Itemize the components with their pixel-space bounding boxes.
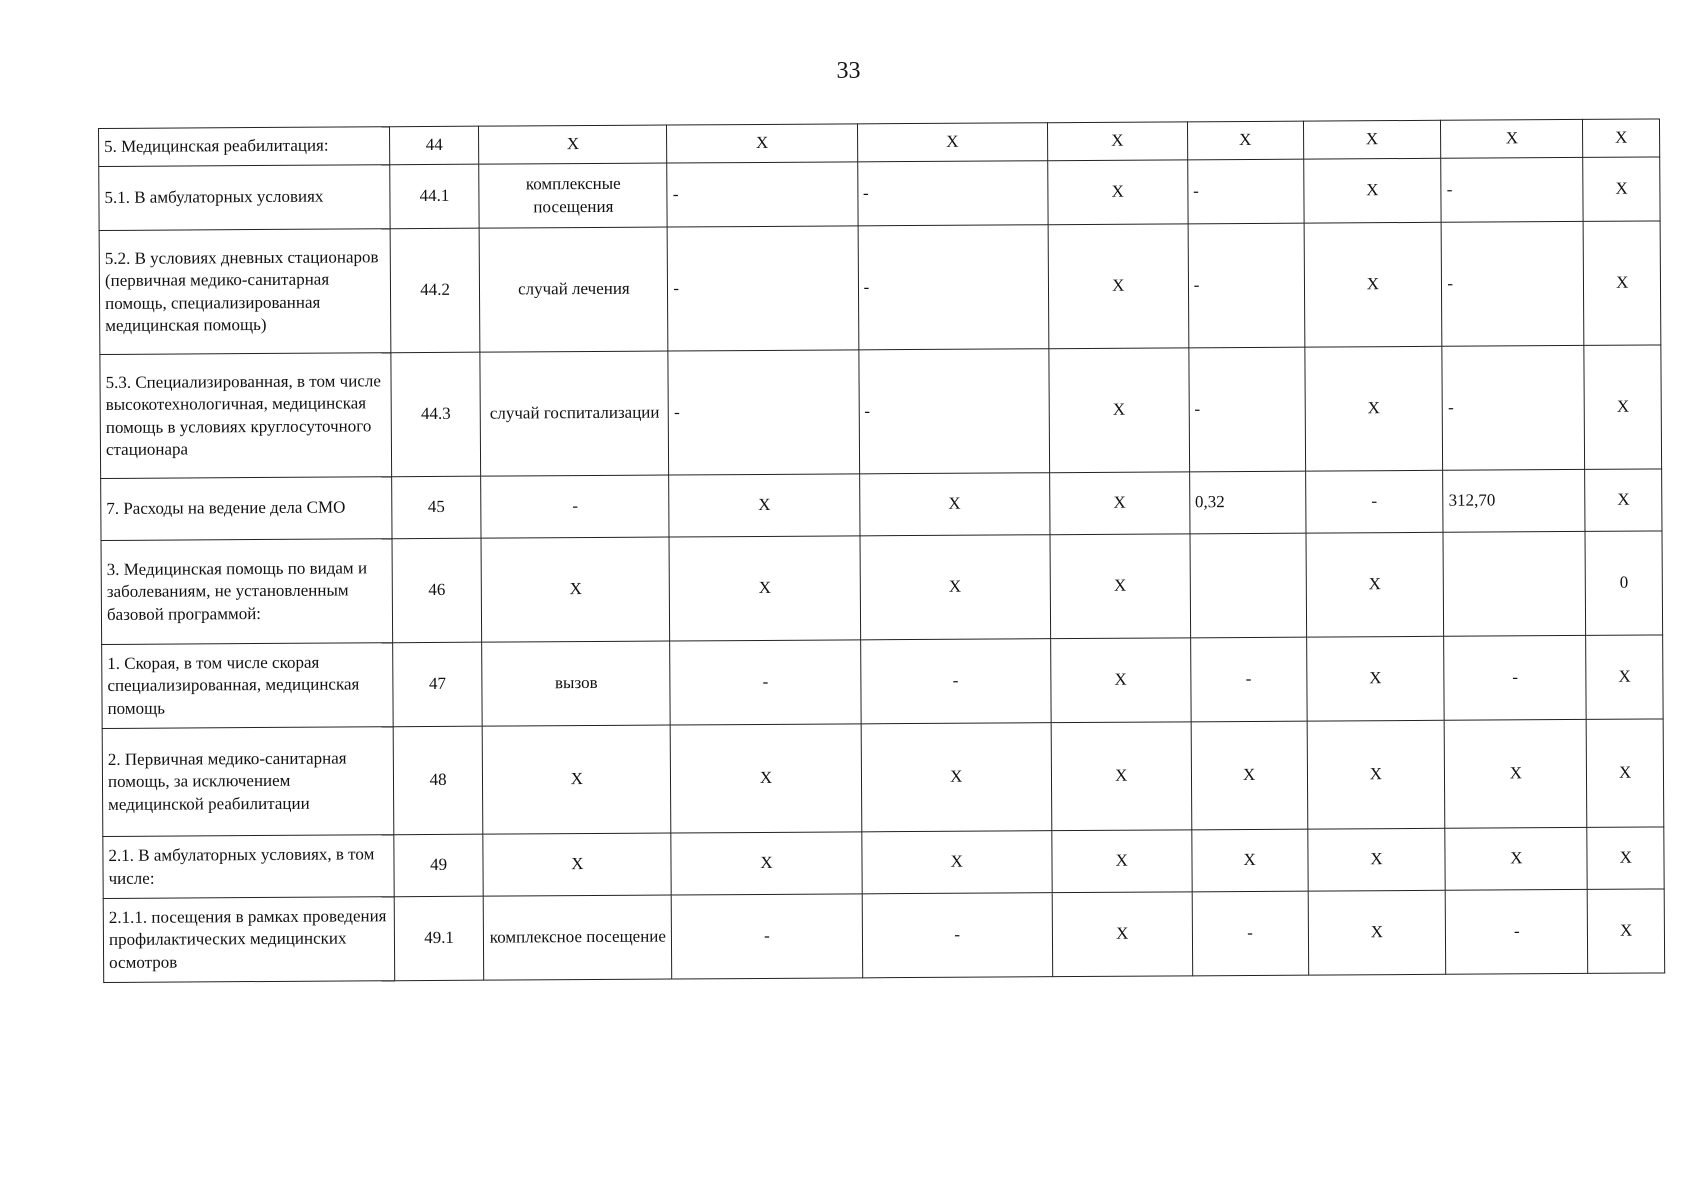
row-code-cell: 47 [392, 642, 482, 727]
row-code-cell: 44 [389, 126, 479, 165]
value-cell: - [667, 162, 858, 227]
value-cell: Х [1304, 222, 1442, 347]
value-cell: - [672, 894, 863, 979]
value-cell: Х [1303, 158, 1441, 223]
value-cell: Х [1191, 721, 1308, 830]
table-body [99, 119, 1665, 983]
value-cell: - [1190, 637, 1306, 722]
value-cell: Х [1583, 157, 1660, 221]
row-unit-cell: комплексные посещения [479, 163, 667, 228]
value-cell: 0 [1585, 531, 1662, 635]
row-unit-cell: Х [481, 537, 670, 642]
row-code-cell: 44.3 [391, 352, 481, 477]
value-cell: Х [857, 123, 1047, 162]
value-cell: - [1441, 157, 1583, 222]
value-cell: - [1192, 891, 1308, 976]
value-cell: Х [1050, 534, 1191, 639]
value-cell: - [1444, 635, 1587, 720]
row-name-cell: 5.1. В амбулаторных условиях [99, 165, 390, 231]
row-name-cell: 5.3. Специализированная, в том числе высокотехнологичная, медицинская помощь в условиях круглосуточного стационара [100, 353, 392, 479]
row-unit-cell: комплексное посещение [484, 895, 673, 980]
data-table [98, 118, 1665, 983]
value-cell: Х [861, 723, 1052, 832]
table-row [100, 345, 1662, 479]
value-cell: Х [1051, 722, 1192, 831]
value-cell: Х [1585, 469, 1662, 531]
row-name-cell: 3. Медицинская помощь по видам и заболеваниям, не установленным базовой программой: [101, 539, 392, 645]
value-cell: Х [1445, 827, 1587, 890]
row-unit-cell: Х [483, 833, 671, 896]
value-cell: Х [1192, 829, 1308, 892]
value-cell: - [858, 225, 1049, 350]
value-cell: Х [1587, 719, 1664, 827]
value-cell: Х [1052, 830, 1192, 893]
row-unit-cell: случай лечения [480, 227, 669, 352]
row-code-cell: 44.1 [389, 164, 479, 229]
page-number: 33 [836, 58, 861, 84]
value-cell: Х [859, 473, 1050, 536]
row-name-cell: 5.2. В условиях дневных стационаров (первичная медико-санитарная помощь, специализированная медицинская помощь) [99, 229, 391, 355]
value-cell: - [857, 161, 1048, 226]
row-unit-cell: Х [479, 125, 667, 164]
value-cell [1443, 531, 1586, 636]
value-cell: Х [1052, 892, 1192, 977]
value-cell: Х [1303, 120, 1441, 159]
value-cell: Х [1583, 119, 1660, 157]
value-cell: Х [860, 535, 1051, 640]
value-cell: Х [671, 832, 862, 895]
row-unit-cell: случай госпитализации [480, 351, 669, 476]
value-cell: - [1442, 345, 1585, 470]
row-name-cell: 2. Первичная медико-санитарная помощь, за исключением медицинской реабилитации [102, 727, 393, 837]
value-cell: Х [1308, 890, 1446, 975]
value-cell: - [1188, 223, 1305, 348]
value-cell: Х [1444, 719, 1587, 828]
value-cell: Х [1306, 636, 1444, 721]
row-code-cell: 45 [391, 476, 481, 539]
value-cell: Х [1049, 472, 1189, 535]
value-cell [1190, 533, 1306, 638]
row-name-cell: 1. Скорая, в том числе скорая специализированная, медицинская помощь [102, 643, 393, 729]
value-cell: Х [1049, 348, 1190, 473]
value-cell: - [668, 226, 859, 351]
row-name-cell: 7. Расходы на ведение дела СМО [101, 477, 392, 541]
row-code-cell: 44.2 [390, 228, 480, 353]
value-cell: Х [1584, 345, 1661, 469]
row-name-cell: 5. Медицинская реабилитация: [99, 127, 390, 167]
value-cell: - [670, 640, 861, 725]
row-unit-cell: - [481, 475, 669, 538]
value-cell: - [858, 349, 1049, 474]
value-cell: 0,32 [1189, 471, 1305, 534]
value-cell: Х [1587, 827, 1664, 889]
value-cell: Х [861, 831, 1052, 894]
value-cell: - [1445, 889, 1588, 974]
table-row [103, 889, 1664, 983]
value-cell: Х [669, 474, 860, 537]
value-cell: 312,70 [1443, 469, 1585, 532]
table-row [102, 635, 1663, 729]
table-row [102, 719, 1664, 837]
value-cell: Х [667, 124, 857, 163]
value-cell: - [860, 639, 1051, 724]
value-cell: - [668, 350, 859, 475]
value-cell: - [1189, 347, 1306, 472]
value-cell: Х [1306, 532, 1444, 637]
value-cell: Х [1307, 828, 1445, 891]
table-row [99, 157, 1660, 231]
value-cell: Х [1441, 119, 1583, 158]
value-cell: - [862, 893, 1053, 978]
value-cell: Х [1048, 224, 1189, 349]
table-row [99, 221, 1661, 355]
value-cell: Х [669, 536, 860, 641]
row-unit-cell: Х [483, 725, 672, 834]
value-cell: Х [1588, 889, 1665, 973]
table-row [101, 531, 1663, 645]
row-name-cell: 2.1. В амбулаторных условиях, в том числе: [103, 835, 394, 899]
value-cell: Х [1187, 121, 1303, 160]
table-row [101, 469, 1662, 541]
row-code-cell: 49 [394, 834, 484, 897]
value-cell: Х [671, 724, 862, 833]
value-cell: Х [1307, 720, 1445, 829]
row-unit-cell: вызов [482, 641, 671, 726]
row-code-cell: 46 [392, 538, 482, 643]
value-cell: Х [1304, 346, 1442, 471]
value-cell: Х [1586, 635, 1663, 719]
value-cell: Х [1047, 122, 1187, 161]
value-cell: - [1187, 159, 1303, 224]
value-cell: - [1441, 221, 1584, 346]
row-code-cell: 48 [393, 726, 483, 835]
value-cell: - [1305, 470, 1443, 533]
value-cell: Х [1048, 160, 1188, 225]
table-row [103, 827, 1664, 899]
row-code-cell: 49.1 [394, 896, 484, 981]
row-name-cell: 2.1.1. посещения в рамках проведения профилактических медицинских осмотров [103, 897, 394, 983]
value-cell: Х [1584, 221, 1661, 345]
value-cell: Х [1050, 638, 1190, 723]
